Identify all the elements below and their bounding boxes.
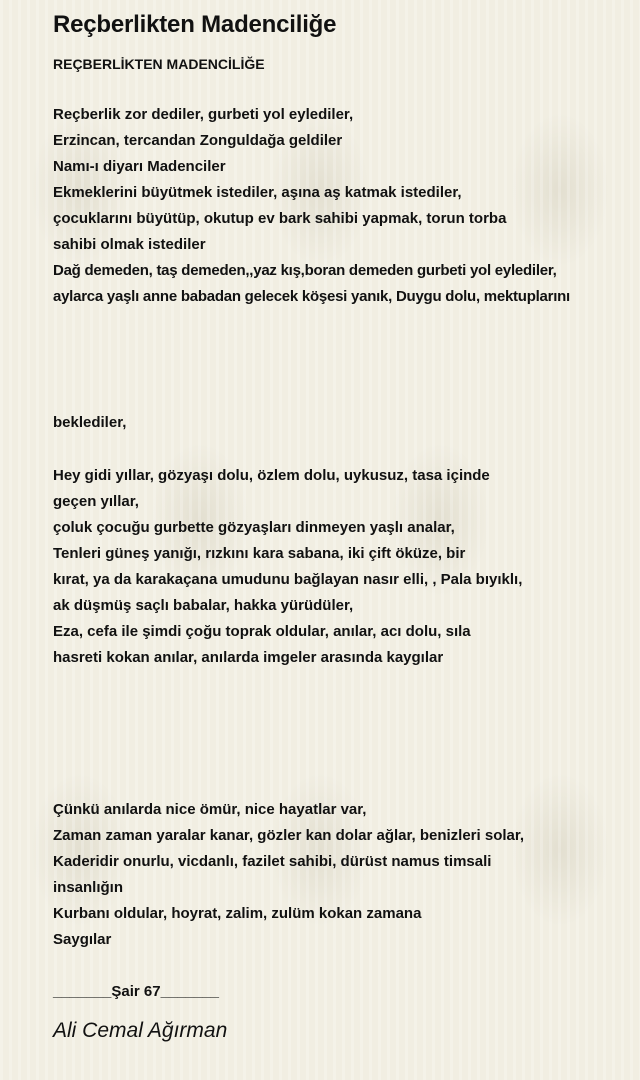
poet-signature-line: _______Şair 67_______: [53, 983, 219, 1000]
poem-line: Namı-ı diyarı Madenciler: [53, 158, 226, 175]
poem-line: Reçberlik zor dediler, gurbeti yol eylediler,: [53, 106, 354, 123]
poem-page: [53, 0, 633, 1080]
poem-subtitle: REÇBERLİKTEN MADENCİLİĞE: [53, 56, 265, 72]
poem-line: Tenleri güneş yanığı, rızkını kara sabana, iki çift öküze, bir: [53, 545, 466, 562]
poem-line: Zaman zaman yaralar kanar, gözler kan dolar ağlar, benizleri solar,: [53, 827, 525, 844]
poem-title: Reçberlikten Madenciliğe: [53, 11, 337, 38]
poem-line: ak düşmüş saçlı babalar, hakka yürüdüler,: [53, 597, 354, 614]
poem-line: sahibi olmak istediler: [53, 236, 206, 253]
poem-line: geçen yıllar,: [53, 493, 139, 510]
poem-author: Ali Cemal Ağırman: [53, 1019, 228, 1042]
poem-line: çoluk çocuğu gurbette gözyaşları dinmeyen yaşlı analar,: [53, 519, 455, 536]
poem-line: Kurbanı oldular, hoyrat, zalim, zulüm kokan zamana: [53, 905, 422, 922]
poem-line: Hey gidi yıllar, gözyaşı dolu, özlem dolu, uykusuz, tasa içinde: [53, 467, 490, 484]
stanza-2: [53, 410, 126, 436]
poem-line: insanlığın: [53, 879, 124, 896]
stanza-1: [53, 102, 570, 310]
poem-line: hasreti kokan anılar, anılarda imgeler arasında kaygılar: [53, 649, 444, 666]
poem-line: Dağ demeden, taş demeden,,yaz kış,boran demeden gurbeti yol eylediler,: [53, 262, 557, 279]
stanza-4: [53, 797, 524, 953]
poem-line: Erzincan, tercandan Zonguldağa geldiler: [53, 132, 343, 149]
poem-line: Saygılar: [53, 931, 112, 948]
poem-line: Kaderidir onurlu, vicdanlı, fazilet sahibi, dürüst namus timsali: [53, 853, 492, 870]
poem-line: Ekmeklerini büyütmek istediler, aşına aş katmak istediler,: [53, 184, 462, 201]
poem-line: çocuklarını büyütüp, okutup ev bark sahibi yapmak, torun torba: [53, 210, 507, 227]
poem-line: aylarca yaşlı anne babadan gelecek köşesi yanık, Duygu dolu, mektuplarını: [53, 288, 570, 305]
poem-line: Eza, cefa ile şimdi çoğu toprak oldular, anılar, acı dolu, sıla: [53, 623, 471, 640]
stanza-3: [53, 463, 522, 671]
poem-line: beklediler,: [53, 414, 127, 431]
poem-line: Çünkü anılarda nice ömür, nice hayatlar var,: [53, 801, 367, 818]
poem-line: kırat, ya da karakaçana umudunu bağlayan nasır elli, , Pala bıyıklı,: [53, 571, 523, 588]
